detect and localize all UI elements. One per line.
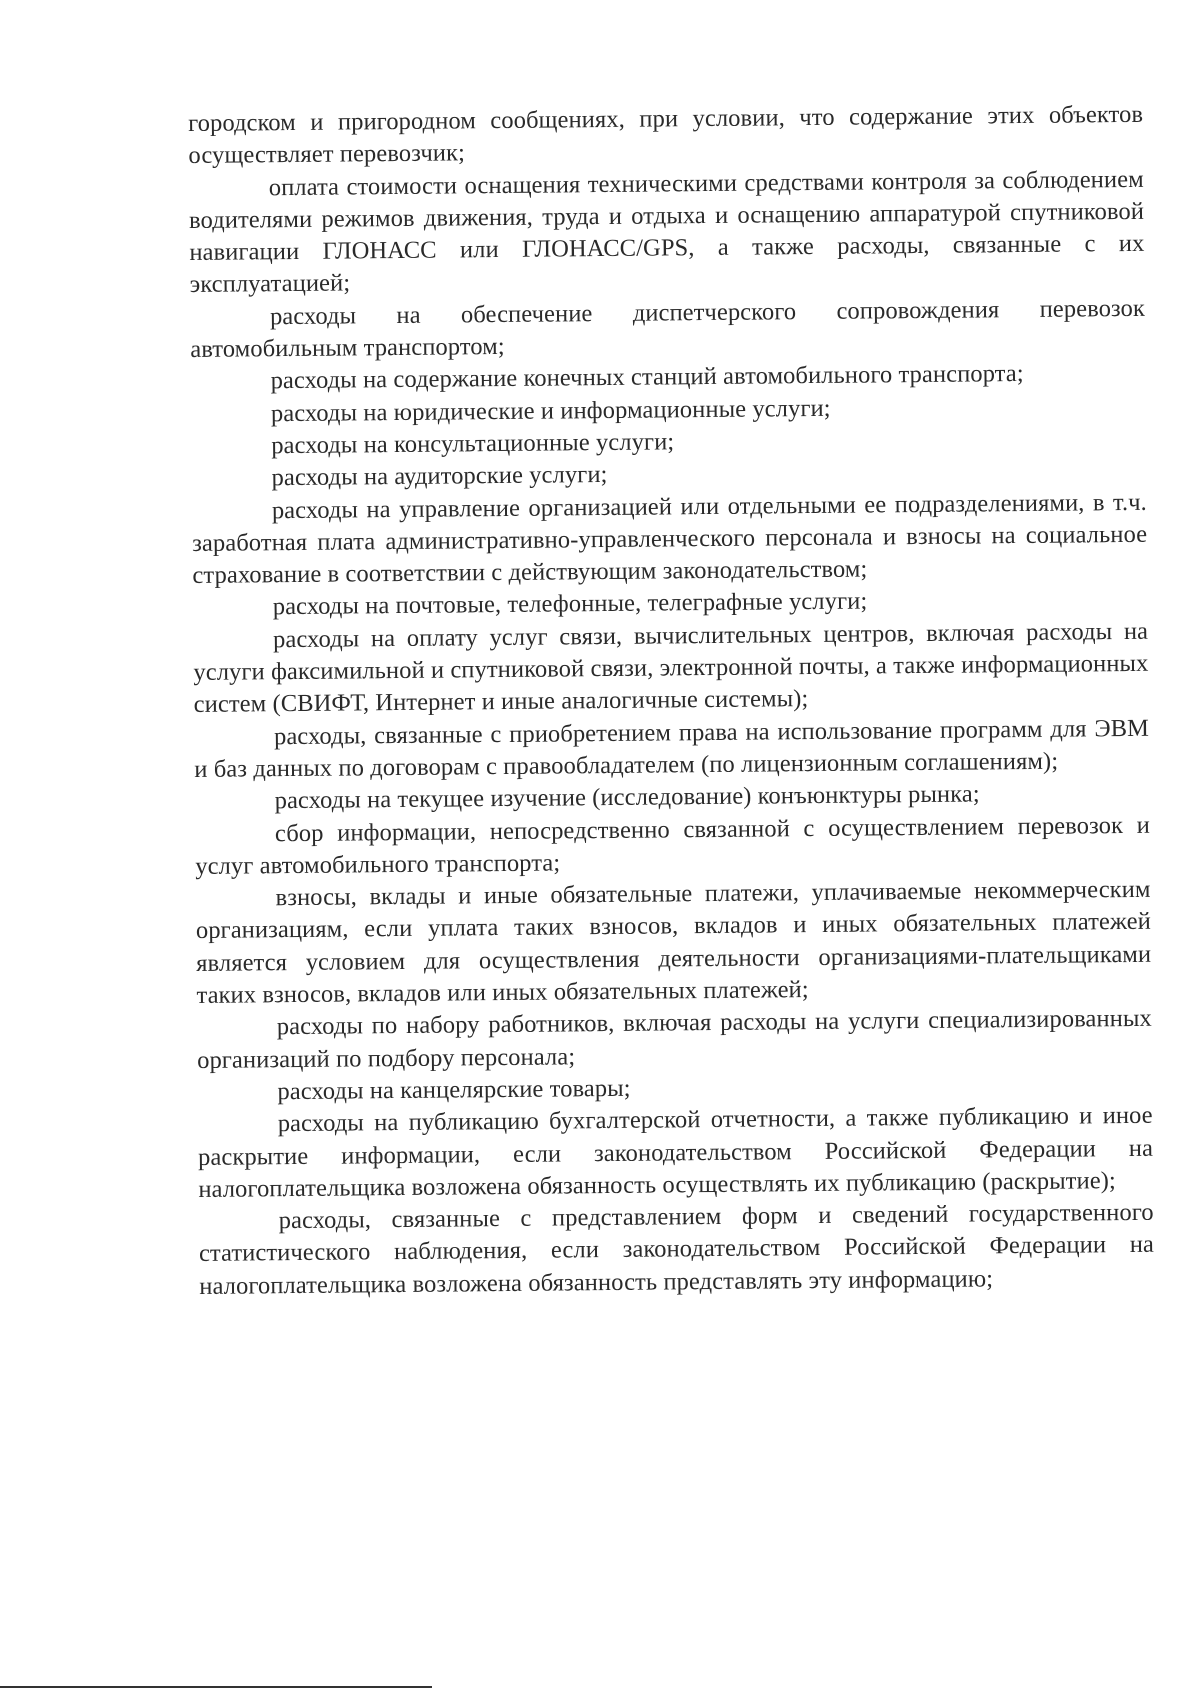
- paragraph-legal-services: расходы на юридические и информационные услуги;: [270, 394, 831, 427]
- paragraph-management-costs: расходы на управление организацией или отдельными ее подразделениями, в т.ч. заработная плата административно-управленческого персонала и взносы на социальное страхование в соответствии с действующим законодательством;: [192, 488, 1148, 590]
- paragraph-mandatory-payments: взносы, вклады и иные обязательные платежи, уплачиваемые некоммерческим организациям, если уплата таких взносов, вкладов и иных обязательных платежей является условием для осуществления деятельности организациями-плательщиками таких взносов, вкладов или иных обязательных платежей;: [195, 875, 1152, 1009]
- footnote-separator-line: [0, 1686, 432, 1688]
- paragraph-consulting-services: расходы на консультационные услуги;: [271, 428, 675, 460]
- paragraph-stationery: расходы на канцелярские товары;: [277, 1074, 631, 1106]
- paragraph-communication-services: расходы на оплату услуг связи, вычислительных центров, включая расходы на услуги факсимильной и спутниковой связи, электронной почты, а также информационных систем (СВИФТ, Интернет и иные аналогичные системы);: [193, 617, 1149, 719]
- paragraph-recruitment: расходы по набору работников, включая расходы на услуги специализированных организаций по подбору персонала;: [197, 1005, 1152, 1074]
- paragraph-market-research: расходы на текущее изучение (исследование) конъюнктуры рынка;: [274, 780, 980, 815]
- paragraph-terminal-stations: расходы на содержание конечных станций автомобильного транспорта;: [270, 360, 1024, 395]
- paragraph-dispatch-support: расходы на обеспечение диспетчерского сопровождения перевозок автомобильным транспортом;: [190, 294, 1146, 364]
- paragraph-glonass-equipment: оплата стоимости оснащения техническими средствами контроля за соблюдением водителями режимов движения, труда и отдыха и оснащению аппаратурой спутниковой навигации ГЛОНАСС или ГЛОНАСС/GPS, а также расходы, связанные с их эксплуатацией;: [188, 165, 1145, 299]
- paragraph-software-rights: расходы, связанные с приобретением права на использование программ для ЭВМ и баз данных по договорам с правообладателем (по лицензионным соглашениям);: [194, 714, 1150, 783]
- paragraph-audit-services: расходы на аудиторские услуги;: [271, 461, 608, 492]
- document-body: [188, 99, 1154, 1303]
- paragraph-continuation: городском и пригородном сообщениях, при условии, что содержание этих объектов осуществляет перевозчик;: [188, 100, 1144, 170]
- paragraph-information-collection: сбор информации, непосредственно связанной с осуществлением перевозок и услуг автомобильного транспорта;: [195, 811, 1151, 880]
- paragraph-statistical-reporting: расходы, связанные с представлением форм и сведений государственного статистического наблюдения, если законодательством Российской Федерации на налогоплательщика возложена обязанность представлять эту информацию;: [198, 1198, 1155, 1300]
- paragraph-reporting-publication: расходы на публикацию бухгалтерской отчетности, а также публикацию и иное раскрытие информации, если законодательством Российской Федерации на налогоплательщика возложена обязанность осуществлять их публикацию (раскрытие);: [197, 1101, 1154, 1203]
- paragraph-postal-services: расходы на почтовые, телефонные, телеграфные услуги;: [272, 587, 868, 621]
